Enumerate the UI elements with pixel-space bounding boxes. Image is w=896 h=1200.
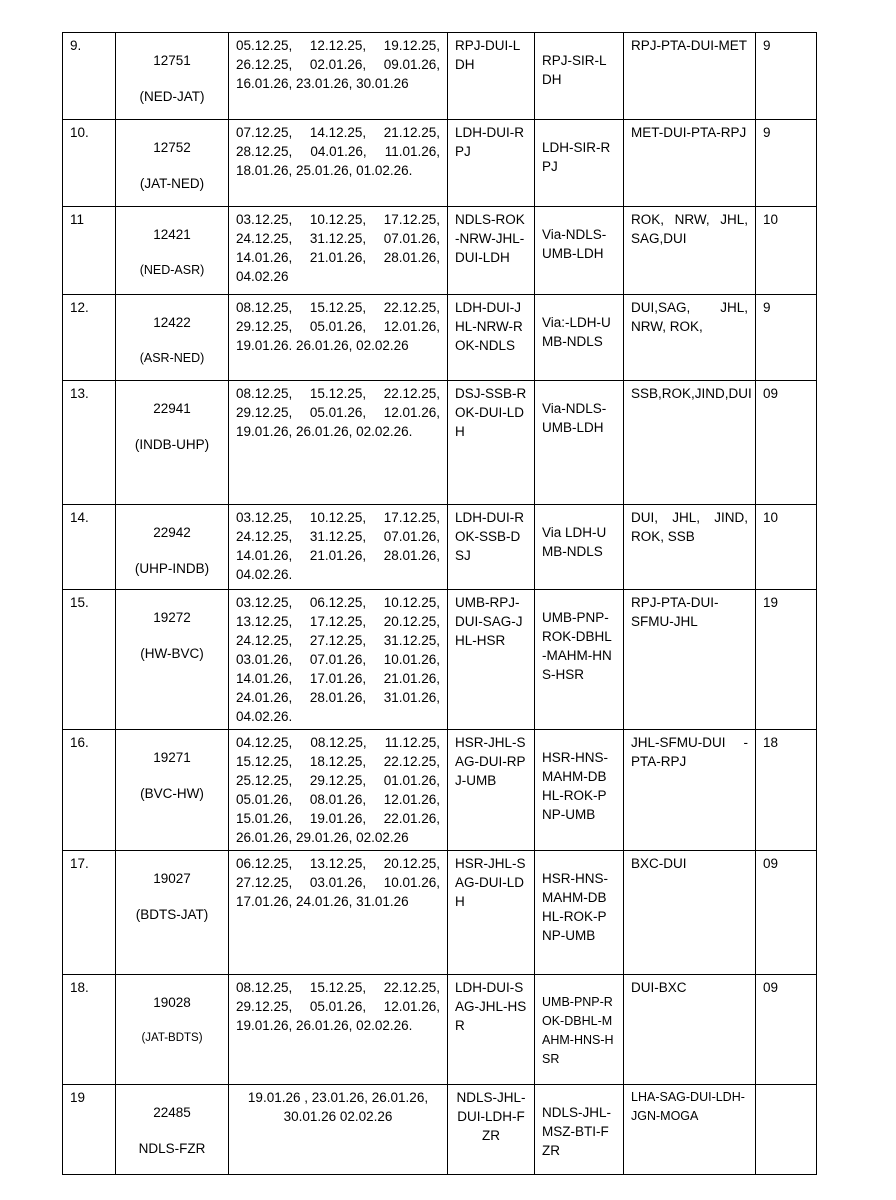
train-name: (ASR-NED) — [139, 351, 205, 365]
diverted-route-cell — [535, 851, 624, 975]
trip-count: 10 — [756, 207, 817, 295]
trip-count: 9 — [756, 120, 817, 207]
trip-count: 09 — [756, 975, 817, 1085]
train-name: (JAT-BDTS) — [141, 1032, 203, 1044]
run-dates: 03.12.25, 06.12.25, 10.12.25, 13.12.25, 17.12.25, 20.12.25, 24.12.25, 27.12.25, 31.12.25, 03.01.26, 07.01.26, 10.01.26, 14.01.26, 17.01.26, 21.01.26, 24.01.26, 28.01.26, 31.01.26, 04.02.26. — [229, 590, 448, 730]
train-cell — [116, 1085, 229, 1175]
skipped-stoppages: LHA-SAG-DUI-LDH-JGN-MOGA — [624, 1085, 756, 1175]
run-dates: 05.12.25, 12.12.25, 19.12.25, 26.12.25, 02.01.26, 09.01.26, 16.01.26, 23.01.26, 30.01.26 — [229, 33, 448, 120]
train-number: 19271 — [153, 750, 191, 765]
table-row — [63, 381, 817, 505]
train-cell — [116, 381, 229, 505]
train-diversion-table — [62, 32, 817, 1175]
run-dates: 03.12.25, 10.12.25, 17.12.25, 24.12.25, 31.12.25, 07.01.26, 14.01.26, 21.01.26, 28.01.26, 04.02.26 — [229, 207, 448, 295]
train-number: 19028 — [153, 995, 191, 1010]
run-dates: 19.01.26 , 23.01.26, 26.01.26, 30.01.26 02.02.26 — [229, 1085, 448, 1175]
diverted-route-cell — [535, 33, 624, 120]
diverted-route-cell — [535, 295, 624, 381]
serial-number: 9. — [63, 33, 116, 120]
diverted-route: Via-NDLS-UMB-LDH — [542, 227, 607, 261]
skipped-stoppages: DUI,SAG, JHL, NRW, ROK, — [624, 295, 756, 381]
diverted-route-cell — [535, 505, 624, 590]
regular-route: LDH-DUI-SAG-JHL-HSR — [448, 975, 535, 1085]
diverted-route-cell — [535, 730, 624, 851]
regular-route: HSR-JHL-SAG-DUI-RPJ-UMB — [448, 730, 535, 851]
run-dates: 04.12.25, 08.12.25, 11.12.25, 15.12.25, 18.12.25, 22.12.25, 25.12.25, 29.12.25, 01.01.26, 05.01.26, 08.01.26, 12.01.26, 15.01.26, 19.01.26, 22.01.26, 26.01.26, 29.01.26, 02.02.26 — [229, 730, 448, 851]
diverted-route: Via:-LDH-UMB-NDLS — [542, 315, 611, 349]
skipped-stoppages: DUI, JHL, JIND, ROK, SSB — [624, 505, 756, 590]
regular-route: UMB-RPJ-DUI-SAG-JHL-HSR — [448, 590, 535, 730]
skipped-stoppages: JHL-SFMU-DUI -PTA-RPJ — [624, 730, 756, 851]
serial-number: 17. — [63, 851, 116, 975]
table-row — [63, 975, 817, 1085]
table-row — [63, 1085, 817, 1175]
train-number: 12752 — [153, 140, 191, 155]
skipped-stoppages: MET-DUI-PTA-RPJ — [624, 120, 756, 207]
train-name: (UHP-INDB) — [134, 561, 210, 576]
train-name: (INDB-UHP) — [134, 437, 210, 452]
train-name: (JAT-NED) — [139, 176, 205, 191]
run-dates: 06.12.25, 13.12.25, 20.12.25, 27.12.25, 03.01.26, 10.01.26, 17.01.26, 24.01.26, 31.01.26 — [229, 851, 448, 975]
table-row — [63, 505, 817, 590]
serial-number: 12. — [63, 295, 116, 381]
serial-number: 14. — [63, 505, 116, 590]
diverted-route: HSR-HNS-MAHM-DBHL-ROK-PNP-UMB — [542, 871, 608, 943]
diverted-route: UMB-PNP-ROK-DBHL-MAHM-HNS-HSR — [542, 610, 612, 682]
table-row — [63, 590, 817, 730]
run-dates: 08.12.25, 15.12.25, 22.12.25, 29.12.25, 05.01.26, 12.01.26, 19.01.26, 26.01.26, 02.02.26. — [229, 975, 448, 1085]
train-name: (HW-BVC) — [140, 646, 204, 661]
trip-count — [756, 1085, 817, 1175]
train-cell — [116, 295, 229, 381]
diverted-route: HSR-HNS-MAHM-DBHL-ROK-PNP-UMB — [542, 750, 608, 822]
train-name: (BDTS-JAT) — [135, 907, 209, 922]
regular-route: LDH-DUI-JHL-NRW-ROK-NDLS — [448, 295, 535, 381]
diverted-route: UMB-PNP-ROK-DBHL-MAHM-HNS-HSR — [542, 995, 614, 1066]
table-row — [63, 33, 817, 120]
serial-number: 15. — [63, 590, 116, 730]
skipped-stoppages: BXC-DUI — [624, 851, 756, 975]
regular-route: NDLS-JHL-DUI-LDH-FZR — [448, 1085, 535, 1175]
serial-number: 11 — [63, 207, 116, 295]
regular-route: LDH-DUI-RPJ — [448, 120, 535, 207]
trip-count: 9 — [756, 295, 817, 381]
diverted-route-cell — [535, 207, 624, 295]
regular-route: NDLS-ROK-NRW-JHL-DUI-LDH — [448, 207, 535, 295]
regular-route: HSR-JHL-SAG-DUI-LDH — [448, 851, 535, 975]
table-row — [63, 207, 817, 295]
diverted-route-cell — [535, 1085, 624, 1175]
run-dates: 03.12.25, 10.12.25, 17.12.25, 24.12.25, 31.12.25, 07.01.26, 14.01.26, 21.01.26, 28.01.26, 04.02.26. — [229, 505, 448, 590]
regular-route: DSJ-SSB-ROK-DUI-LDH — [448, 381, 535, 505]
trip-count: 09 — [756, 851, 817, 975]
train-cell — [116, 120, 229, 207]
train-number: 19272 — [153, 610, 191, 625]
train-cell — [116, 730, 229, 851]
trip-count: 18 — [756, 730, 817, 851]
train-number: 19027 — [153, 871, 191, 886]
regular-route: RPJ-DUI-LDH — [448, 33, 535, 120]
diverted-route: Via LDH-UMB-NDLS — [542, 525, 607, 559]
train-cell — [116, 505, 229, 590]
run-dates: 08.12.25, 15.12.25, 22.12.25, 29.12.25, 05.01.26, 12.01.26, 19.01.26, 26.01.26, 02.02.26. — [229, 381, 448, 505]
skipped-stoppages: RPJ-PTA-DUI-MET — [624, 33, 756, 120]
table-row — [63, 120, 817, 207]
train-cell — [116, 33, 229, 120]
train-cell — [116, 590, 229, 730]
trip-count: 19 — [756, 590, 817, 730]
serial-number: 13. — [63, 381, 116, 505]
diverted-route: LDH-SIR-RPJ — [542, 140, 611, 174]
skipped-stoppages: DUI-BXC — [624, 975, 756, 1085]
train-cell — [116, 851, 229, 975]
train-name: (BVC-HW) — [140, 786, 204, 801]
serial-number: 19 — [63, 1085, 116, 1175]
diverted-route-cell — [535, 975, 624, 1085]
train-name: (NED-JAT) — [139, 89, 205, 104]
train-number: 12751 — [153, 53, 191, 68]
skipped-stoppages: ROK, NRW, JHL, SAG,DUI — [624, 207, 756, 295]
serial-number: 10. — [63, 120, 116, 207]
train-number: 22485 — [153, 1105, 191, 1120]
run-dates: 07.12.25, 14.12.25, 21.12.25, 28.12.25, 04.01.26, 11.01.26, 18.01.26, 25.01.26, 01.02.26. — [229, 120, 448, 207]
train-number: 12421 — [153, 227, 191, 242]
train-cell — [116, 975, 229, 1085]
skipped-stoppages: RPJ-PTA-DUI-SFMU-JHL — [624, 590, 756, 730]
regular-route: LDH-DUI-ROK-SSB-DSJ — [448, 505, 535, 590]
diverted-route: Via-NDLS-UMB-LDH — [542, 401, 607, 435]
diverted-route: RPJ-SIR-LDH — [542, 53, 607, 87]
train-cell — [116, 207, 229, 295]
train-name: (NED-ASR) — [139, 263, 205, 277]
diverted-route: NDLS-JHL-MSZ-BTI-FZR — [542, 1105, 612, 1158]
trip-count: 09 — [756, 381, 817, 505]
train-number: 22941 — [153, 401, 191, 416]
trip-count: 9 — [756, 33, 817, 120]
skipped-stoppages: SSB,ROK,JIND,DUI — [624, 381, 756, 505]
serial-number: 18. — [63, 975, 116, 1085]
serial-number: 16. — [63, 730, 116, 851]
trip-count: 10 — [756, 505, 817, 590]
train-number: 12422 — [153, 315, 191, 330]
train-name: NDLS-FZR — [138, 1141, 206, 1156]
table-row — [63, 730, 817, 851]
run-dates: 08.12.25, 15.12.25, 22.12.25, 29.12.25, 05.01.26, 12.01.26, 19.01.26. 26.01.26, 02.02.26 — [229, 295, 448, 381]
table-row — [63, 295, 817, 381]
diverted-route-cell — [535, 590, 624, 730]
diverted-route-cell — [535, 120, 624, 207]
table-row — [63, 851, 817, 975]
diverted-route-cell — [535, 381, 624, 505]
train-number: 22942 — [153, 525, 191, 540]
